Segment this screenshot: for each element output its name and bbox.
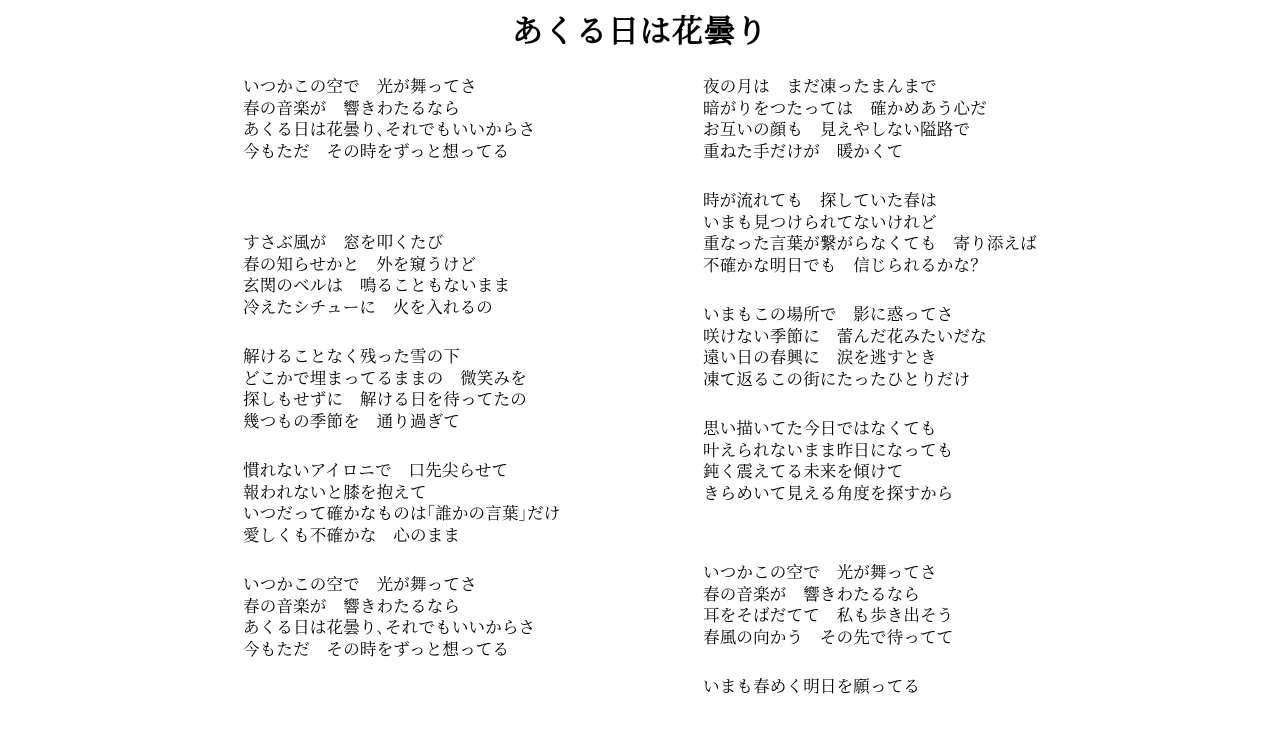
stanza	[703, 304, 1173, 390]
right-column	[703, 76, 1173, 726]
stanza	[703, 190, 1173, 276]
lyrics-columns	[0, 76, 1280, 726]
lyric-line: いまも見つけられてないけれど	[703, 212, 937, 232]
stanza	[243, 574, 703, 660]
lyric-line: 耳をそばだてて 私も歩き出そう	[703, 606, 954, 625]
lyric-line: 愛しくも不確かな 心のまま	[243, 525, 461, 545]
lyric-line: 夜の月は まだ凍ったまんまで	[703, 77, 937, 96]
stanza-gap	[703, 532, 1173, 562]
lyric-line: いつだって確かなものは｢誰かの言葉｣だけ	[243, 504, 561, 523]
lyric-line: いまもこの場所で 影に惑ってさ	[703, 305, 954, 324]
lyric-line: すさぶ風が 窓を叩くたび	[243, 233, 444, 252]
stanza	[703, 418, 1173, 504]
lyric-line: 重ねた手だけが 暖かくて	[703, 141, 904, 161]
lyric-line: 春の音楽が 響きわたるなら	[243, 98, 461, 118]
lyric-line: 思い描いてた今日ではなくても	[703, 419, 937, 438]
stanza	[243, 232, 703, 318]
lyric-line: 探しもせずに 解ける日を待ってたの	[243, 390, 527, 409]
lyric-line: 不確かな明日でも 信じられるかな？	[703, 255, 987, 275]
stanza	[243, 76, 703, 162]
lyric-line: 暗がりをつたっては 確かめあう心だ	[703, 98, 987, 118]
lyric-line: 遠い日の春興に 涙を逃すとき	[703, 348, 937, 367]
lyric-line: 凍て返るこの街にたったひとりだけ	[703, 369, 971, 389]
left-column	[243, 76, 703, 726]
lyric-line: 冷えたシチューに 火を入れるの	[243, 297, 494, 317]
lyric-line: 重なった言葉が繋がらなくても 寄り添えば	[703, 234, 1037, 253]
lyric-line: あくる日は花曇り､それでもいいからさ	[243, 120, 536, 139]
lyric-line: 玄関のベルは 鳴ることもないまま	[243, 276, 511, 295]
lyric-line: 春の音楽が 響きわたるなら	[243, 596, 461, 616]
lyric-line: 春の知らせかと 外を窺うけど	[243, 254, 477, 274]
stanza	[243, 346, 703, 432]
lyric-line: 時が流れても 探していた春は	[703, 191, 937, 210]
lyric-line: きらめいて見える角度を探すから	[703, 483, 954, 503]
lyric-line: いつかこの空で 光が舞ってさ	[703, 563, 937, 582]
lyric-line: 慣れないアイロニで 口先尖らせて	[243, 461, 509, 480]
stanza	[703, 76, 1173, 162]
stanza	[703, 562, 1173, 648]
lyric-line: 咲けない季節に 蕾んだ花みたいだな	[703, 326, 987, 346]
stanza-gap	[243, 190, 703, 232]
lyric-line: あくる日は花曇り､それでもいいからさ	[243, 618, 536, 637]
lyric-line: いまも春めく明日を願ってる	[703, 677, 921, 696]
stanza	[703, 676, 1173, 698]
lyric-line: 春風の向かう その先で待ってて	[703, 627, 954, 647]
lyric-line: 鈍く震えてる未来を傾けて	[703, 462, 904, 481]
lyric-line: 幾つもの季節を 通り過ぎて	[243, 411, 461, 431]
lyric-line: 報われないと膝を抱えて	[243, 482, 427, 502]
lyric-line: 解けることなく残った雪の下	[243, 347, 461, 366]
lyric-line: 春の音楽が 響きわたるなら	[703, 584, 921, 604]
lyric-line: 今もただ その時をずっと想ってる	[243, 141, 510, 161]
stanza	[243, 460, 703, 546]
lyric-line: 今もただ その時をずっと想ってる	[243, 639, 510, 659]
lyrics-page	[0, 14, 1280, 734]
lyric-line: お互いの顔も 見えやしない隘路で	[703, 120, 971, 139]
lyric-line: どこかで埋まってるままの 微笑みを	[243, 368, 527, 388]
lyric-line: いつかこの空で 光が舞ってさ	[243, 575, 477, 594]
lyric-line: いつかこの空で 光が舞ってさ	[243, 77, 477, 96]
page-title: あくる日は花曇り	[512, 14, 768, 50]
lyric-line: 叶えられないまま昨日になっても	[703, 440, 954, 460]
